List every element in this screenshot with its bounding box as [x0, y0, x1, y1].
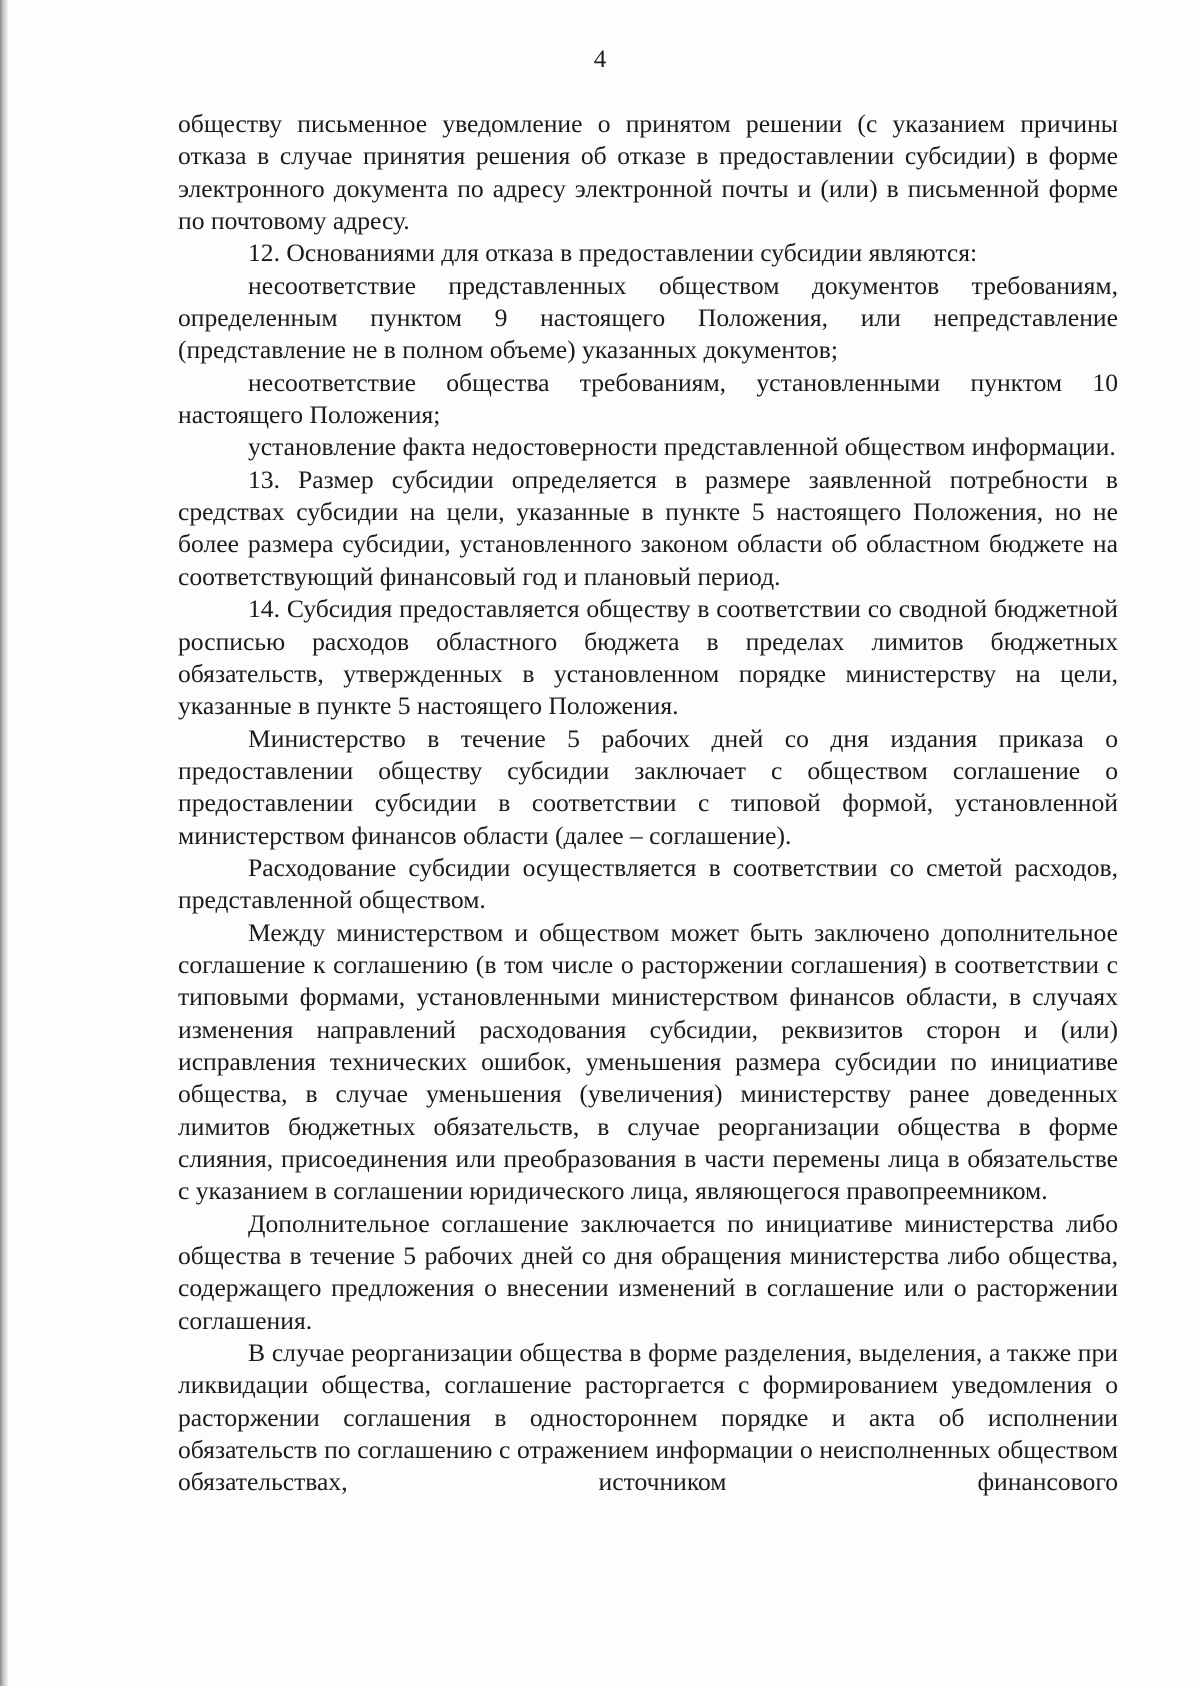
- paragraph-agreement-conclusion: Министерство в течение 5 рабочих дней со дня издания приказа о предоставлении обществу субсидии заключает с обществом соглашение о предоставлении субсидии в соответствии с типовой формой, установленной министерством финансов области (далее – соглашение).: [178, 723, 1118, 850]
- paragraph-spending: Расходование субсидии осуществляется в соответствии со сметой расходов, представленной обществом.: [178, 852, 1118, 915]
- paragraph-ground-1: несоответствие представленных обществом документов требованиям, определенным пунктом 9 настоящего Положения, или непредставление (представление не в полном объеме) указанных документов;: [178, 270, 1118, 365]
- paragraph-item-14: 14. Субсидия предоставляется обществу в соответствии со сводной бюджетной росписью расходов областного бюджета в пределах лимитов бюджетных обязательств, утвержденных в установленном порядке министерству на цели, указанные в пункте 5 настоящего Положения.: [178, 594, 1118, 721]
- paragraph-item-12: 12. Основаниями для отказа в предоставлении субсидии являются:: [248, 238, 978, 268]
- document-body: [178, 108, 1118, 1499]
- paragraph-ground-3: установление факта недостоверности представленной обществом информации.: [248, 432, 1116, 462]
- paragraph-reorganization: В случае реорганизации общества в форме разделения, выделения, а также при ликвидации общества, соглашение расторгается с формированием уведомления о расторжении соглашения в одностороннем порядке и акта об исполнении обязательств по соглашению с отражением информации о неисполненных обществом обязательствах, источником финансового: [178, 1338, 1118, 1497]
- page-number: 4: [593, 46, 607, 73]
- paragraph-continuation: обществу письменное уведомление о принятом решении (с указанием причины отказа в случае принятия решения об отказе в предоставлении субсидии) в форме электронного документа по адресу электронной почты и (или) в письменной форме по почтовому адресу.: [178, 109, 1118, 236]
- scan-edge: [0, 0, 8, 1686]
- paragraph-additional-agreement: Между министерством и обществом может быть заключено дополнительное соглашение к соглашению (в том числе о расторжении соглашения) в соответствии с типовыми формами, установленными министерством финансов области, в случаях изменения направлений расходования субсидии, реквизитов сторон и (или) исправления технических ошибок, уменьшения размера субсидии по инициативе общества, в случае уменьшения (увеличения) министерству ранее доведенных лимитов бюджетных обязательств, в случае реорганизации общества в форме слияния, присоединения или преобразования в части перемены лица в обязательстве с указанием в соглашении юридического лица, являющегося правопреемником.: [178, 917, 1118, 1206]
- paragraph-additional-agreement-initiative: Дополнительное соглашение заключается по инициативе министерства либо общества в течение 5 рабочих дней со дня обращения министерства либо общества, содержащего предложения о внесении изменений в соглашение или о расторжении соглашения.: [178, 1208, 1118, 1335]
- paragraph-item-13: 13. Размер субсидии определяется в размере заявленной потребности в средствах субсидии на цели, указанные в пункте 5 настоящего Положения, но не более размера субсидии, установленного законом области об областном бюджете на соответствующий финансовый год и плановый период.: [178, 464, 1118, 591]
- paragraph-ground-2: несоответствие общества требованиям, установленными пунктом 10 настоящего Положения;: [178, 367, 1118, 430]
